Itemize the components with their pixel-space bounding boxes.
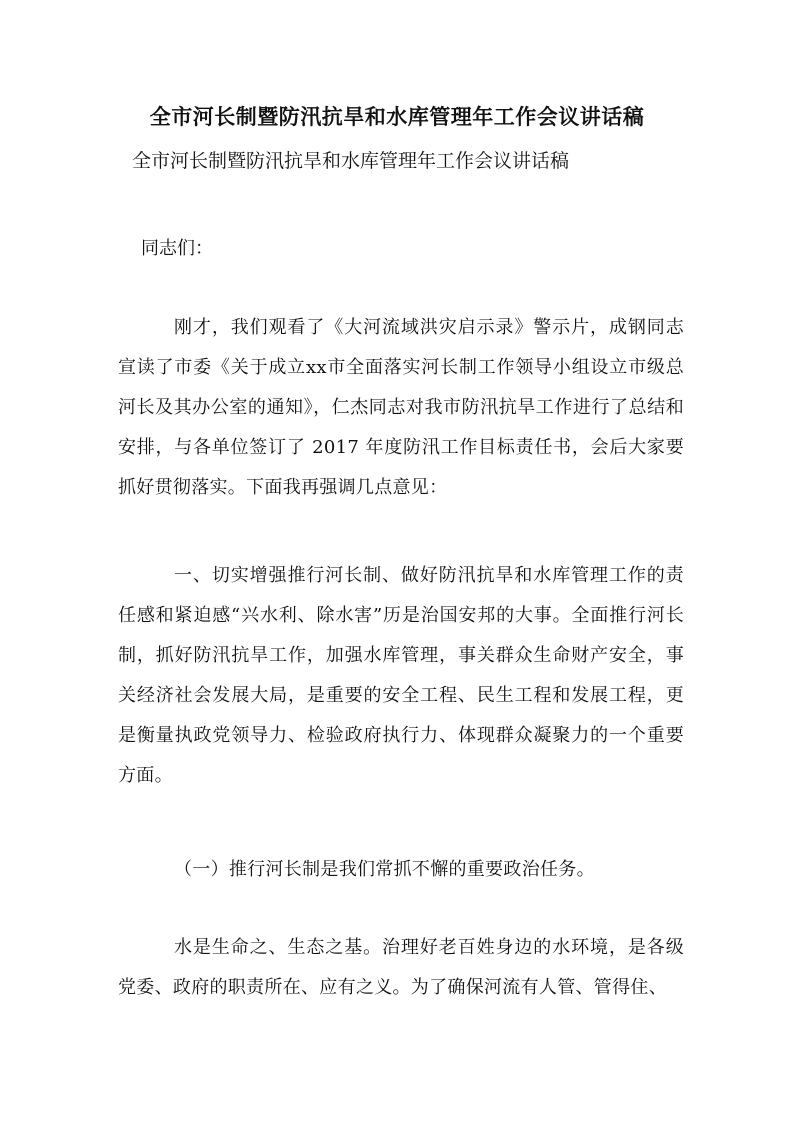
paragraph-section-one: 一、切实增强推行河长制、做好防汛抗旱和水库管理工作的责任感和紧迫感“兴水利、除水害”历是治国安邦的大事。全面推行河长制，抓好防汛抗旱工作，加强水库管理，事关群众生命财产安全，事关经济社会发展大局，是重要的安全工程、民生工程和发展工程，更是衡量执政党领导力、检验政府执行力、体现群众凝聚力的一个重要方面。 (118, 565, 684, 786)
document-title: 全市河长制暨防汛抗旱和水库管理年工作会议讲话稿 (149, 104, 645, 129)
paragraph-subsection-one: （一）推行河长制是我们常抓不懈的重要政治任务。 (174, 859, 595, 880)
document-subtitle: 全市河长制暨防汛抗旱和水库管理年工作会议讲话稿 (132, 150, 570, 172)
salutation: 同志们： (141, 238, 213, 259)
paragraph-opening: 刚才，我们观看了《大河流域洪灾启示录》警示片，成钢同志宣读了市委《关于成立xx市全面落实河长制工作领导小组设立市级总河长及其办公室的通知》，仁杰同志对我市防汛抗旱工作进行了总结和安排，与各单位签订了 2017 年度防汛工作目标责任书，会后大家要抓好贯彻落实。下面我再强调几点意见： (118, 317, 684, 498)
paragraph-water-environment: 水是生命之、生态之基。治理好老百姓身边的水环境，是各级党委、政府的职责所在、应有之义。为了确保河流有人管、管得住、 (118, 937, 684, 998)
